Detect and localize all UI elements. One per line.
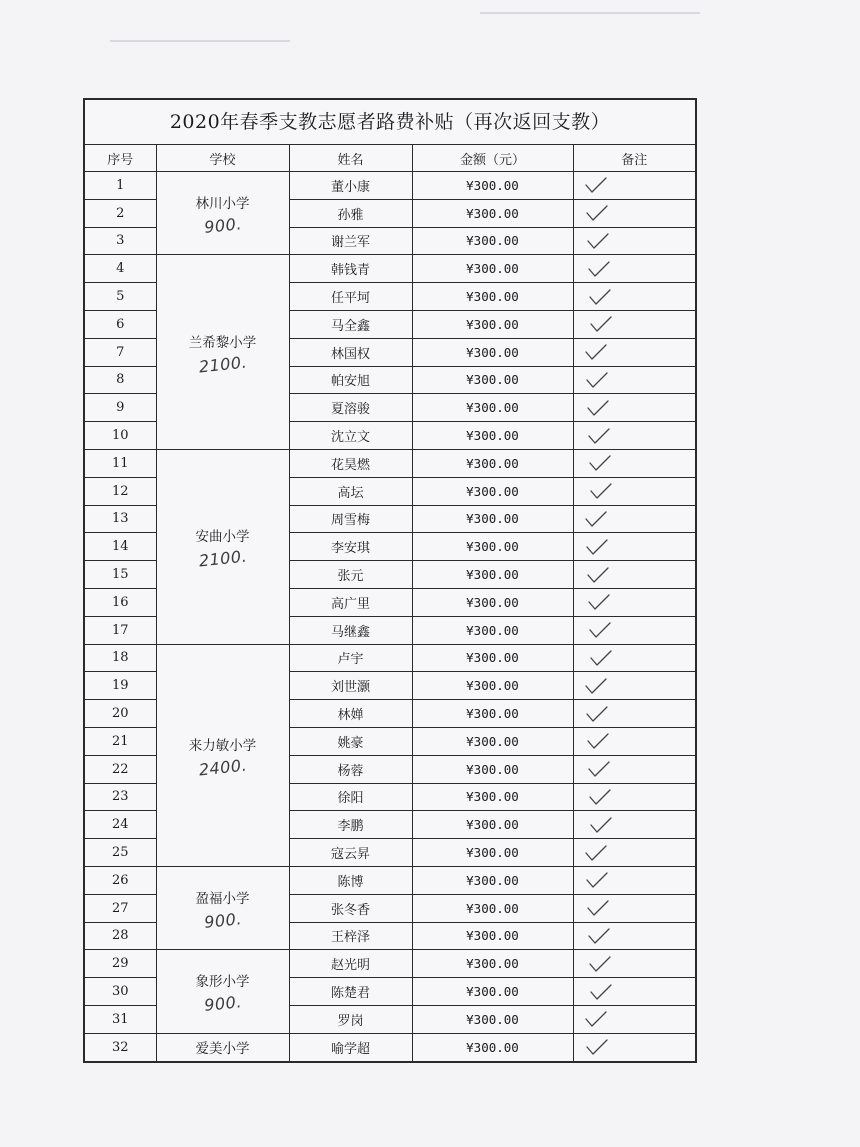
- row-number: 12: [85, 477, 156, 505]
- amount-cell: ¥300.00: [412, 700, 573, 728]
- volunteer-name: 马继鑫: [289, 616, 412, 644]
- remarks-cell: [573, 394, 695, 422]
- amount-cell: ¥300.00: [412, 561, 573, 589]
- row-number: 13: [85, 505, 156, 533]
- school-name: 林川小学: [195, 195, 250, 212]
- remarks-cell: [573, 950, 695, 978]
- volunteer-name: 罗岗: [289, 1005, 412, 1033]
- remarks-cell: [573, 922, 695, 950]
- check-mark-icon: [587, 982, 617, 1002]
- school-cell: [156, 172, 289, 255]
- remarks-cell: [573, 366, 695, 394]
- remarks-cell: [573, 700, 695, 728]
- row-number: 6: [85, 310, 156, 338]
- check-mark-icon: [585, 592, 615, 612]
- amount-cell: ¥300.00: [412, 755, 573, 783]
- check-mark-icon: [584, 231, 614, 251]
- school-cell: [156, 950, 289, 1033]
- check-mark-icon: [583, 537, 613, 557]
- check-mark-icon: [585, 259, 615, 279]
- remarks-cell: [573, 1005, 695, 1033]
- volunteer-name: 高广里: [289, 588, 412, 616]
- amount-cell: ¥300.00: [412, 1005, 573, 1033]
- row-number: 23: [85, 783, 156, 811]
- school-name: 象形小学: [195, 974, 250, 990]
- volunteer-name: 林婵: [289, 700, 412, 728]
- check-mark-icon: [583, 704, 613, 724]
- amount-cell: ¥300.00: [412, 255, 573, 283]
- remarks-cell: [573, 811, 695, 839]
- amount-cell: ¥300.00: [412, 366, 573, 394]
- check-mark-icon: [586, 787, 616, 807]
- amount-cell: ¥300.00: [412, 616, 573, 644]
- remarks-cell: [573, 199, 695, 227]
- row-number: 3: [85, 227, 156, 255]
- header-remarks: 备注: [573, 145, 695, 172]
- volunteer-name: 张元: [289, 561, 412, 589]
- amount-cell: ¥300.00: [412, 588, 573, 616]
- amount-cell: ¥300.00: [412, 894, 573, 922]
- amount-cell: ¥300.00: [412, 227, 573, 255]
- volunteer-name: 韩钱青: [289, 255, 412, 283]
- remarks-cell: [573, 227, 695, 255]
- volunteer-name: 杨蓉: [289, 755, 412, 783]
- remarks-cell: [573, 616, 695, 644]
- check-mark-icon: [583, 203, 613, 223]
- school-name: 盈福小学: [195, 890, 250, 907]
- school-name: 爱美小学: [195, 1041, 250, 1058]
- check-mark-icon: [584, 731, 614, 751]
- volunteer-name: 张冬香: [289, 894, 412, 922]
- amount-cell: ¥300.00: [412, 533, 573, 561]
- handwritten-school-total: 2100.: [197, 546, 248, 571]
- row-number: 18: [85, 644, 156, 672]
- amount-cell: ¥300.00: [412, 866, 573, 894]
- check-mark-icon: [584, 898, 614, 918]
- amount-cell: ¥300.00: [412, 672, 573, 700]
- remarks-cell: [573, 561, 695, 589]
- check-mark-icon: [582, 509, 612, 529]
- row-number: 29: [85, 950, 156, 978]
- remarks-cell: [573, 866, 695, 894]
- row-number: 2: [85, 199, 156, 227]
- table-row: [85, 172, 695, 200]
- row-number: 20: [85, 700, 156, 728]
- remarks-cell: [573, 839, 695, 867]
- header-school: 学校: [156, 145, 289, 172]
- amount-cell: ¥300.00: [412, 1033, 573, 1060]
- remarks-cell: [573, 477, 695, 505]
- school-name: 来力敏小学: [188, 737, 257, 754]
- school-cell: [156, 449, 289, 644]
- remarks-cell: [573, 1033, 695, 1060]
- remarks-cell: [573, 533, 695, 561]
- amount-cell: ¥300.00: [412, 422, 573, 450]
- volunteer-name: 孙雅: [289, 199, 412, 227]
- volunteer-name: 帕安旭: [289, 366, 412, 394]
- row-number: 28: [85, 922, 156, 950]
- row-number: 7: [85, 338, 156, 366]
- amount-cell: ¥300.00: [412, 172, 573, 200]
- volunteer-name: 卢宇: [289, 644, 412, 672]
- remarks-cell: [573, 755, 695, 783]
- remarks-cell: [573, 783, 695, 811]
- table-header-row: [85, 145, 695, 172]
- school-cell: [156, 255, 289, 450]
- remarks-cell: [573, 283, 695, 311]
- amount-cell: ¥300.00: [412, 811, 573, 839]
- handwritten-school-total: 2400.: [197, 755, 248, 780]
- check-mark-icon: [582, 676, 612, 696]
- check-mark-icon: [586, 620, 616, 640]
- table-body: [85, 172, 695, 1061]
- check-mark-icon: [585, 759, 615, 779]
- check-mark-icon: [582, 175, 612, 195]
- amount-cell: ¥300.00: [412, 727, 573, 755]
- row-number: 26: [85, 866, 156, 894]
- row-number: 24: [85, 811, 156, 839]
- volunteer-name: 王梓泽: [289, 922, 412, 950]
- remarks-cell: [573, 978, 695, 1006]
- row-number: 15: [85, 561, 156, 589]
- volunteer-name: 高坛: [289, 477, 412, 505]
- remarks-cell: [573, 172, 695, 200]
- amount-cell: ¥300.00: [412, 950, 573, 978]
- check-mark-icon: [582, 843, 612, 863]
- header-name: 姓名: [289, 145, 412, 172]
- table-row: [85, 449, 695, 477]
- subsidy-table: [85, 145, 695, 1061]
- row-number: 14: [85, 533, 156, 561]
- row-number: 27: [85, 894, 156, 922]
- amount-cell: ¥300.00: [412, 922, 573, 950]
- volunteer-name: 徐阳: [289, 783, 412, 811]
- row-number: 30: [85, 978, 156, 1006]
- table-row: [85, 1033, 695, 1060]
- check-mark-icon: [583, 1037, 613, 1057]
- school-cell: [156, 1033, 289, 1060]
- row-number: 31: [85, 1005, 156, 1033]
- volunteer-name: 寇云昇: [289, 839, 412, 867]
- row-number: 21: [85, 727, 156, 755]
- table-row: [85, 866, 695, 894]
- school-name: 兰希黎小学: [188, 334, 257, 351]
- remarks-cell: [573, 894, 695, 922]
- row-number: 1: [85, 172, 156, 200]
- remarks-cell: [573, 644, 695, 672]
- school-cell: [156, 866, 289, 949]
- row-number: 22: [85, 755, 156, 783]
- amount-cell: ¥300.00: [412, 283, 573, 311]
- volunteer-name: 陈楚君: [289, 978, 412, 1006]
- volunteer-name: 李安琪: [289, 533, 412, 561]
- row-number: 8: [85, 366, 156, 394]
- table-row: [85, 950, 695, 978]
- remarks-cell: [573, 310, 695, 338]
- header-no: 序号: [85, 145, 156, 172]
- remarks-cell: [573, 255, 695, 283]
- check-mark-icon: [582, 342, 612, 362]
- amount-cell: ¥300.00: [412, 477, 573, 505]
- scan-artifact: [480, 12, 700, 14]
- check-mark-icon: [587, 481, 617, 501]
- scan-artifact: [110, 40, 290, 42]
- volunteer-name: 董小康: [289, 172, 412, 200]
- row-number: 16: [85, 588, 156, 616]
- check-mark-icon: [583, 370, 613, 390]
- remarks-cell: [573, 672, 695, 700]
- volunteer-name: 姚豪: [289, 727, 412, 755]
- row-number: 25: [85, 839, 156, 867]
- amount-cell: ¥300.00: [412, 783, 573, 811]
- check-mark-icon: [586, 453, 616, 473]
- volunteer-name: 喻学超: [289, 1033, 412, 1060]
- row-number: 5: [85, 283, 156, 311]
- school-cell: [156, 644, 289, 866]
- remarks-cell: [573, 422, 695, 450]
- amount-cell: ¥300.00: [412, 394, 573, 422]
- amount-cell: ¥300.00: [412, 505, 573, 533]
- document-title: 2020年春季支教志愿者路费补贴（再次返回支教）: [85, 100, 695, 145]
- amount-cell: ¥300.00: [412, 199, 573, 227]
- remarks-cell: [573, 449, 695, 477]
- volunteer-name: 任平坷: [289, 283, 412, 311]
- volunteer-name: 林国权: [289, 338, 412, 366]
- check-mark-icon: [584, 398, 614, 418]
- check-mark-icon: [585, 426, 615, 446]
- table-row: [85, 255, 695, 283]
- volunteer-name: 花昊燃: [289, 449, 412, 477]
- row-number: 17: [85, 616, 156, 644]
- volunteer-name: 马全鑫: [289, 310, 412, 338]
- subsidy-table-sheet: [83, 98, 697, 1063]
- row-number: 32: [85, 1033, 156, 1060]
- check-mark-icon: [587, 648, 617, 668]
- amount-cell: ¥300.00: [412, 839, 573, 867]
- volunteer-name: 李鹏: [289, 811, 412, 839]
- amount-cell: ¥300.00: [412, 449, 573, 477]
- check-mark-icon: [586, 287, 616, 307]
- volunteer-name: 沈立文: [289, 422, 412, 450]
- check-mark-icon: [586, 954, 616, 974]
- volunteer-name: 周雪梅: [289, 505, 412, 533]
- check-mark-icon: [582, 1009, 612, 1029]
- row-number: 4: [85, 255, 156, 283]
- handwritten-school-total: 900.: [202, 992, 243, 1015]
- amount-cell: ¥300.00: [412, 978, 573, 1006]
- row-number: 10: [85, 422, 156, 450]
- check-mark-icon: [587, 314, 617, 334]
- volunteer-name: 赵光明: [289, 950, 412, 978]
- check-mark-icon: [587, 815, 617, 835]
- amount-cell: ¥300.00: [412, 644, 573, 672]
- remarks-cell: [573, 505, 695, 533]
- amount-cell: ¥300.00: [412, 310, 573, 338]
- check-mark-icon: [585, 926, 615, 946]
- volunteer-name: 陈博: [289, 866, 412, 894]
- row-number: 9: [85, 394, 156, 422]
- volunteer-name: 谢兰军: [289, 227, 412, 255]
- table-row: [85, 644, 695, 672]
- handwritten-school-total: 900.: [202, 908, 243, 932]
- volunteer-name: 夏溶骏: [289, 394, 412, 422]
- handwritten-school-total: 2100.: [197, 352, 248, 377]
- handwritten-school-total: 900.: [202, 213, 243, 237]
- row-number: 11: [85, 449, 156, 477]
- check-mark-icon: [583, 870, 613, 890]
- volunteer-name: 刘世灏: [289, 672, 412, 700]
- remarks-cell: [573, 338, 695, 366]
- remarks-cell: [573, 727, 695, 755]
- header-amount: 金额（元）: [412, 145, 573, 172]
- check-mark-icon: [584, 565, 614, 585]
- remarks-cell: [573, 588, 695, 616]
- row-number: 19: [85, 672, 156, 700]
- school-name: 安曲小学: [195, 529, 250, 546]
- amount-cell: ¥300.00: [412, 338, 573, 366]
